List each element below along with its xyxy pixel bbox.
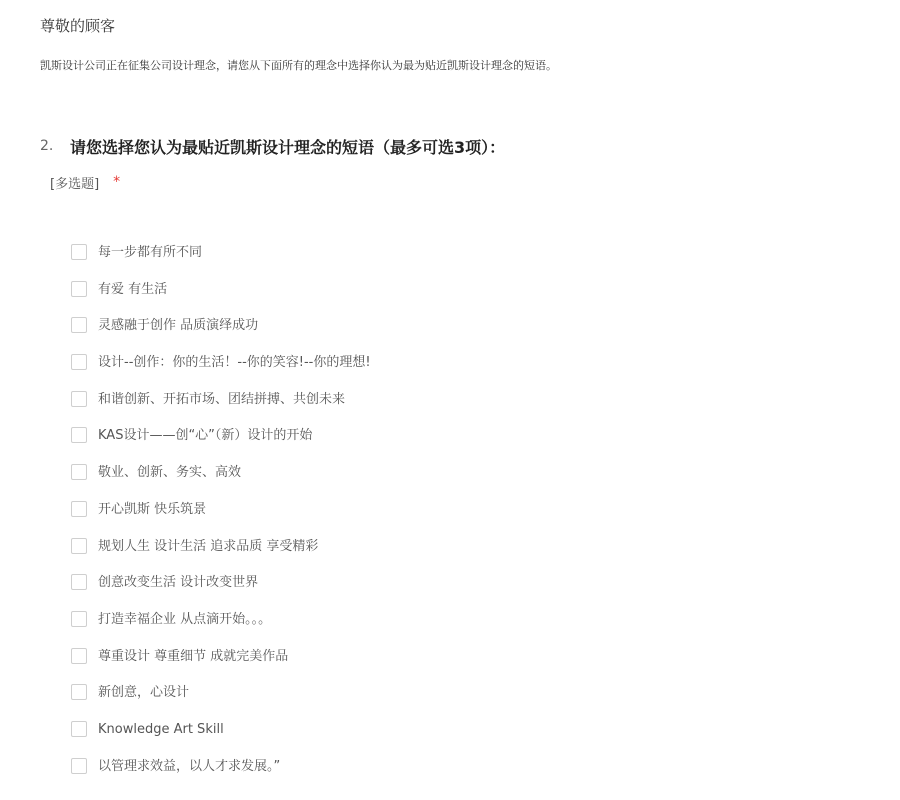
checkbox[interactable]	[71, 317, 87, 333]
greeting-text: 尊敬的顾客	[40, 17, 116, 35]
checkbox[interactable]	[71, 758, 87, 774]
option-item[interactable]	[71, 646, 371, 683]
option-label[interactable]: 有爱 有生活	[98, 281, 168, 297]
survey-intro: 凯斯设计公司正在征集公司设计理念，请您从下面所有的理念中选择你认为最为贴近凯斯设计理念的短语。	[40, 59, 557, 72]
option-label[interactable]: 尊重设计 尊重细节 成就完美作品	[98, 648, 289, 664]
checkbox[interactable]	[71, 391, 87, 407]
checkbox[interactable]	[71, 538, 87, 554]
option-list	[71, 242, 371, 792]
checkbox[interactable]	[71, 244, 87, 260]
checkbox[interactable]	[71, 464, 87, 480]
option-item[interactable]	[71, 499, 371, 536]
option-label[interactable]: 敬业、创新、务实、高效	[98, 465, 242, 481]
option-item[interactable]	[71, 682, 371, 719]
option-label[interactable]: 打造幸福企业 从点滴开始。。。	[98, 611, 272, 627]
checkbox[interactable]	[71, 721, 87, 737]
option-label[interactable]: 以管理求效益，以人才求发展。”	[98, 758, 281, 774]
option-item[interactable]	[71, 756, 371, 793]
checkbox[interactable]	[71, 611, 87, 627]
option-item[interactable]	[71, 389, 371, 426]
option-label[interactable]: 规划人生 设计生活 追求品质 享受精彩	[98, 538, 319, 554]
checkbox[interactable]	[71, 574, 87, 590]
option-label[interactable]: Knowledge Art Skill	[98, 721, 224, 737]
option-label[interactable]: 开心凯斯 快乐筑景	[98, 501, 207, 517]
option-item[interactable]	[71, 279, 371, 316]
option-label[interactable]: 每一步都有所不同	[98, 245, 203, 260]
question-header	[40, 134, 505, 158]
required-mark: *	[113, 174, 121, 190]
option-item[interactable]	[71, 315, 371, 352]
checkbox[interactable]	[71, 501, 87, 517]
option-label[interactable]: 新创意，心设计	[98, 685, 190, 701]
checkbox[interactable]	[71, 684, 87, 700]
option-label[interactable]: KAS设计——创“心”（新）设计的开始	[98, 428, 313, 444]
option-item[interactable]	[71, 425, 371, 462]
option-label[interactable]: 创意改变生活 设计改变世界	[98, 575, 259, 591]
option-item[interactable]	[71, 352, 371, 389]
option-item[interactable]	[71, 572, 371, 609]
checkbox[interactable]	[71, 427, 87, 443]
option-item[interactable]	[71, 719, 371, 756]
checkbox[interactable]	[71, 354, 87, 370]
option-label[interactable]: 和谐创新、开拓市场、团结拼搏、共创未来	[98, 391, 346, 407]
option-label[interactable]: 灵感融于创作 品质演绎成功	[98, 318, 259, 334]
checkbox[interactable]	[71, 648, 87, 664]
checkbox[interactable]	[71, 281, 87, 297]
question-number: 2.	[40, 138, 54, 154]
option-item[interactable]	[71, 462, 371, 499]
option-item[interactable]	[71, 536, 371, 573]
option-item[interactable]	[71, 242, 371, 279]
question-title: 请您选择您认为最贴近凯斯设计理念的短语（最多可选3项）：	[70, 137, 506, 157]
option-item[interactable]	[71, 609, 371, 646]
option-label[interactable]: 设计--创作：你的生活！--你的笑容!--你的理想!	[98, 355, 371, 371]
question-type-row	[50, 172, 120, 192]
question-type-label: [多选题]	[50, 176, 100, 192]
